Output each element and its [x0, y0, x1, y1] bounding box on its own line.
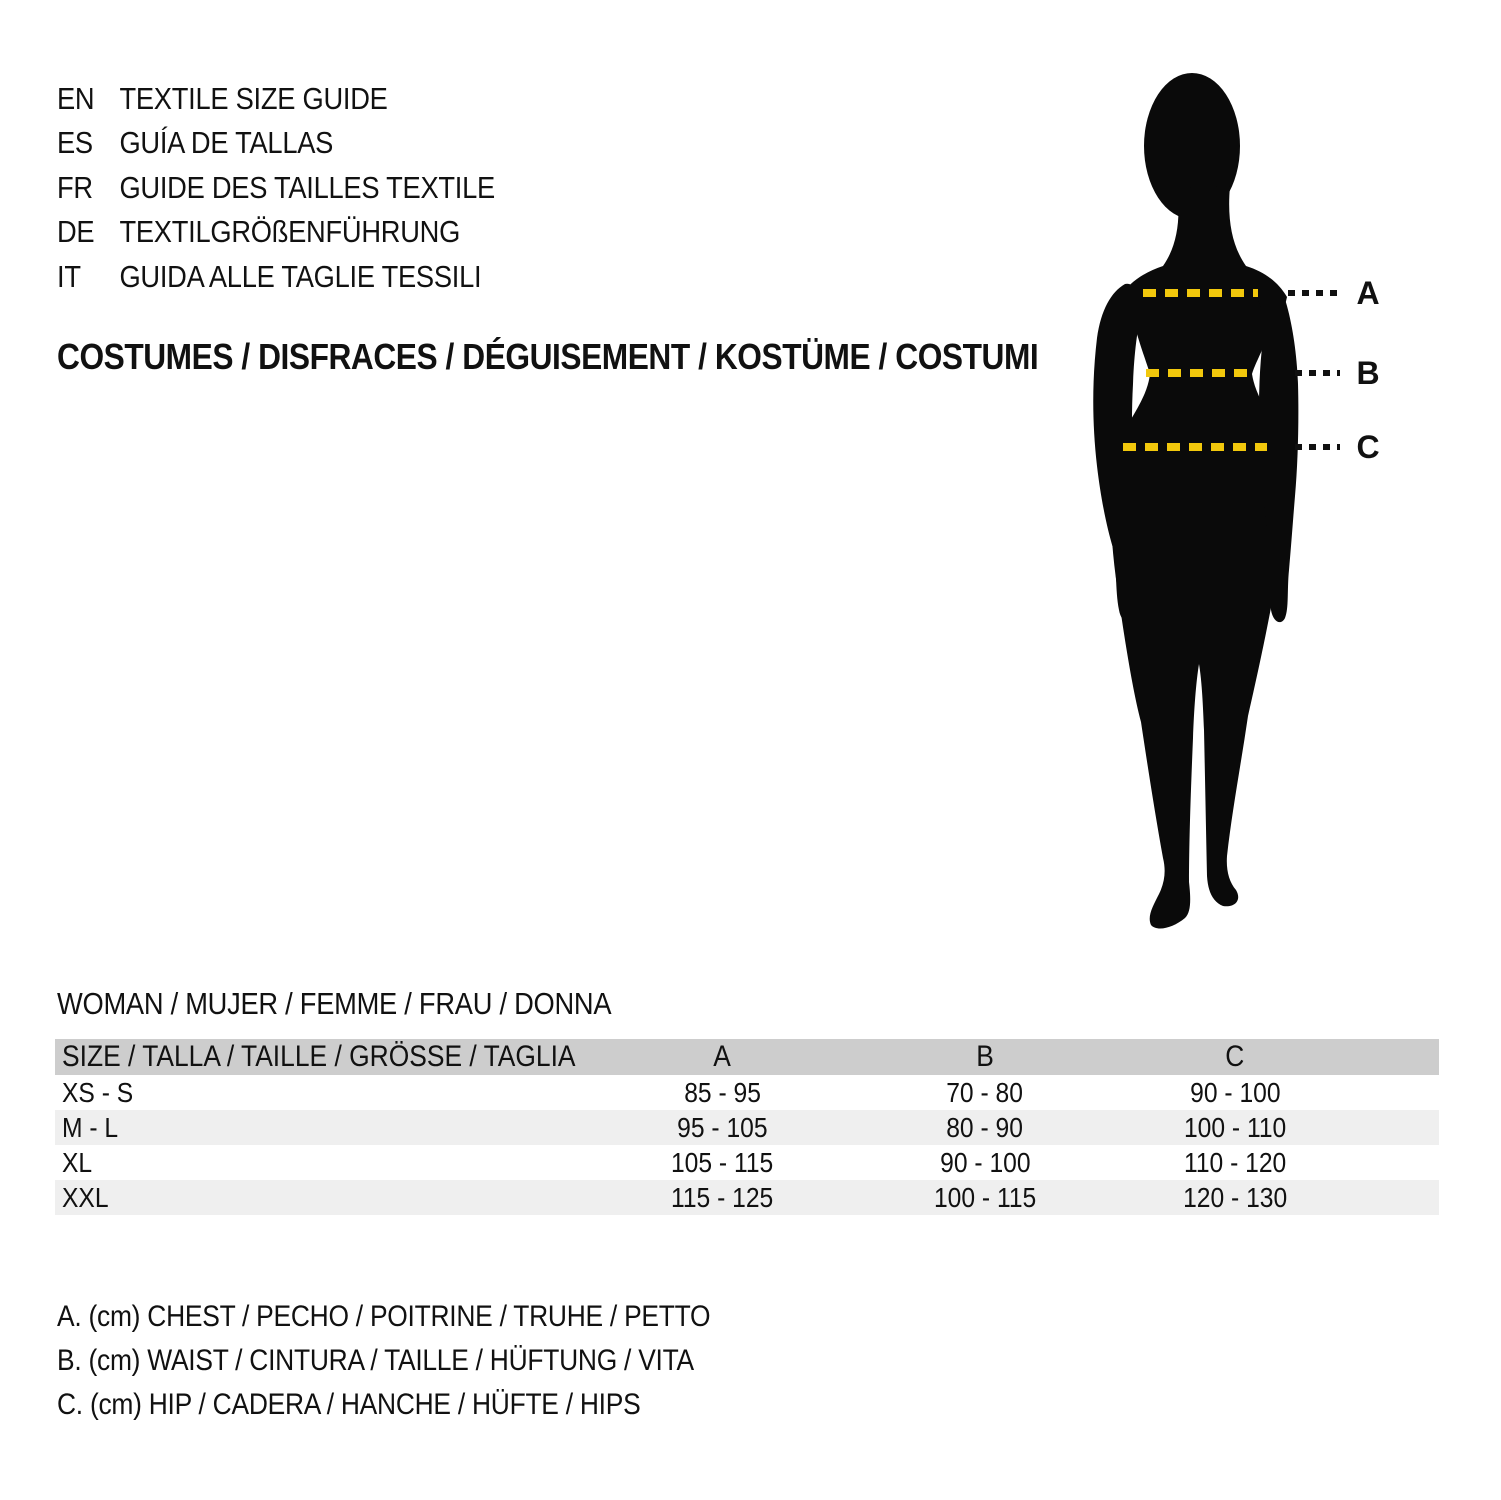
- measurement-legend: [57, 1295, 799, 1427]
- language-label: GUIDE DES TAILLES TEXTILE: [119, 169, 495, 205]
- legend-chest: A. (cm) CHEST / PECHO / POITRINE / TRUHE / PETTO: [57, 1300, 711, 1333]
- language-code: FR: [57, 169, 93, 205]
- value-cell-b: 90 - 100: [939, 1146, 1031, 1178]
- language-label: TEXTILE SIZE GUIDE: [119, 81, 388, 116]
- value-cell-c: 120 - 130: [1182, 1181, 1288, 1213]
- language-code: EN: [57, 81, 95, 116]
- language-row-en: [57, 77, 555, 121]
- woman-silhouette-figure: [1055, 70, 1355, 950]
- table-row-xxl: [55, 1180, 1439, 1215]
- value-cell-a: 105 - 115: [671, 1146, 774, 1178]
- size-cell: M - L: [62, 1111, 119, 1143]
- table-row-m-l: [55, 1110, 1439, 1145]
- value-cell-c: 90 - 100: [1189, 1076, 1281, 1108]
- value-cell-a: 85 - 95: [684, 1076, 761, 1108]
- measure-label-a: A: [1356, 275, 1380, 311]
- header-col-a: A: [713, 1040, 732, 1073]
- value-cell-a: 115 - 125: [671, 1181, 774, 1213]
- header-size-column: SIZE / TALLA / TAILLE / GRÖSSE / TAGLIA: [62, 1040, 576, 1073]
- value-cell-a: 95 - 105: [677, 1111, 768, 1143]
- value-cell-b: 80 - 90: [946, 1111, 1024, 1143]
- measure-label-b: B: [1356, 355, 1380, 391]
- table-row-xs-s: [55, 1075, 1439, 1110]
- language-row-de: [57, 210, 555, 254]
- size-cell: XXL: [62, 1181, 109, 1213]
- size-cell: XL: [62, 1146, 93, 1178]
- size-table-header-row: [55, 1039, 1439, 1075]
- size-table: [55, 1039, 1439, 1215]
- language-label: GUIDA ALLE TAGLIE TESSILI: [119, 258, 482, 294]
- measure-label-c: C: [1356, 429, 1380, 465]
- language-label: TEXTILGRÖßENFÜHRUNG: [119, 214, 461, 250]
- section-title-woman: WOMAN / MUJER / FEMME / FRAU / DONNA: [57, 986, 612, 1021]
- language-row-fr: [57, 166, 555, 210]
- category-heading: COSTUMES / DISFRACES / DÉGUISEMENT / KOSTÜME / COSTUMI: [57, 336, 1039, 377]
- header-col-b: B: [976, 1040, 994, 1073]
- value-cell-c: 100 - 110: [1183, 1111, 1287, 1143]
- legend-waist: B. (cm) WAIST / CINTURA / TAILLE / HÜFTUNG / VITA: [57, 1344, 694, 1377]
- language-code: ES: [57, 125, 93, 161]
- language-label: GUÍA DE TALLAS: [119, 125, 334, 161]
- language-code: DE: [57, 214, 95, 250]
- table-row-xl: [55, 1145, 1439, 1180]
- language-row-it: [57, 255, 555, 299]
- value-cell-b: 70 - 80: [946, 1076, 1024, 1108]
- size-cell: XS - S: [62, 1076, 134, 1108]
- header-col-c: C: [1225, 1040, 1245, 1073]
- language-list: [57, 77, 555, 299]
- language-row-es: [57, 121, 555, 165]
- value-cell-b: 100 - 115: [933, 1181, 1037, 1213]
- language-code: IT: [57, 258, 81, 294]
- legend-hip: C. (cm) HIP / CADERA / HANCHE / HÜFTE / HIPS: [57, 1388, 641, 1421]
- value-cell-c: 110 - 120: [1183, 1146, 1287, 1178]
